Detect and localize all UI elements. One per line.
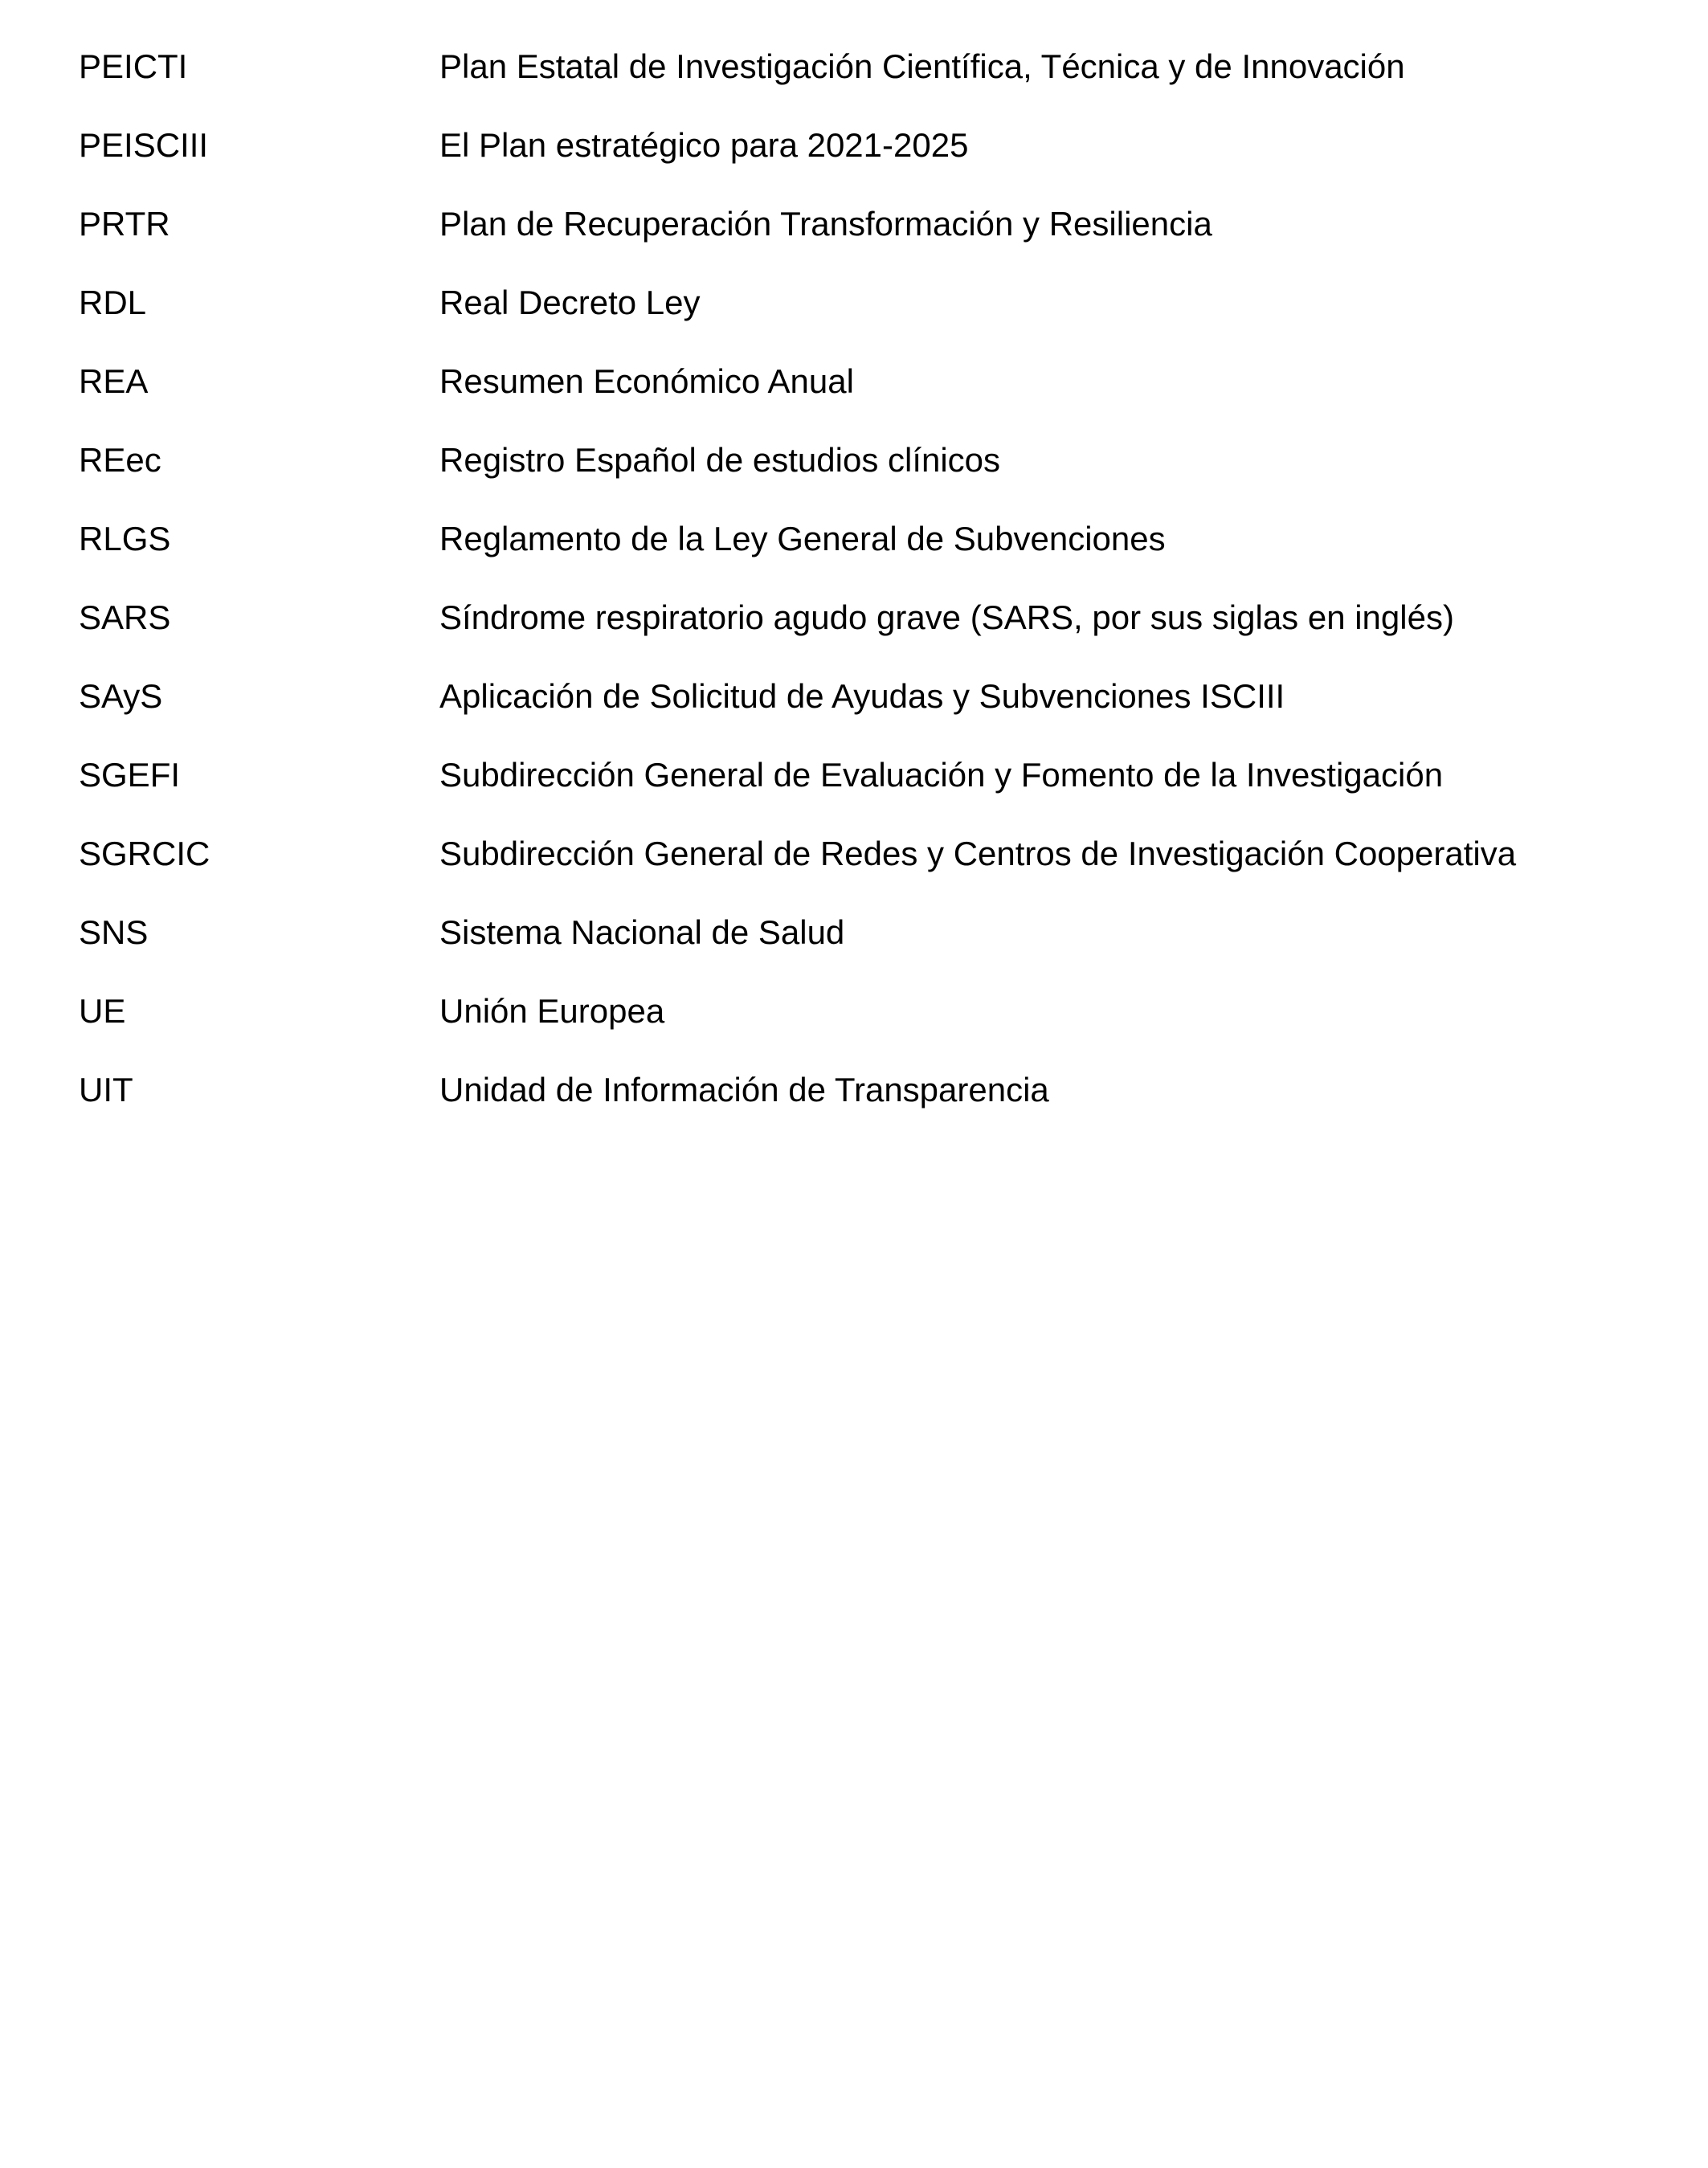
glossary-definition: Registro Español de estudios clínicos xyxy=(439,441,1001,479)
glossary-row xyxy=(79,736,1669,815)
glossary-abbreviation: SGEFI xyxy=(79,756,181,794)
glossary-abbreviation: SGRCIC xyxy=(79,835,210,872)
glossary-abbreviation: RDL xyxy=(79,284,147,321)
glossary-definition: Real Decreto Ley xyxy=(439,284,701,321)
glossary-definition: Unión Europea xyxy=(439,992,665,1030)
glossary-abbreviation: SAyS xyxy=(79,677,163,715)
glossary-row xyxy=(79,27,1669,106)
glossary-row xyxy=(79,263,1669,342)
glossary-row xyxy=(79,500,1669,578)
glossary-abbreviation: REec xyxy=(79,441,161,479)
glossary-row xyxy=(79,421,1669,500)
glossary-definition: Subdirección General de Evaluación y Fomento de la Investigación xyxy=(439,756,1444,794)
glossary-row xyxy=(79,578,1669,657)
glossary-row xyxy=(79,1051,1669,1129)
glossary-definition: Plan Estatal de Investigación Científica, Técnica y de Innovación xyxy=(439,47,1405,85)
glossary-definition: El Plan estratégico para 2021-2025 xyxy=(439,126,969,164)
glossary-row xyxy=(79,185,1669,263)
glossary-definition: Plan de Recuperación Transformación y Resiliencia xyxy=(439,205,1212,243)
abbreviations-glossary xyxy=(79,27,1669,1129)
glossary-abbreviation: PEICTI xyxy=(79,47,188,85)
glossary-abbreviation: SARS xyxy=(79,598,171,636)
glossary-definition: Aplicación de Solicitud de Ayudas y Subvenciones ISCIII xyxy=(439,677,1285,715)
glossary-abbreviation: SNS xyxy=(79,913,149,951)
glossary-definition: Resumen Económico Anual xyxy=(439,362,854,400)
glossary-abbreviation: REA xyxy=(79,362,149,400)
glossary-definition: Reglamento de la Ley General de Subvenciones xyxy=(439,520,1166,557)
glossary-row xyxy=(79,815,1669,893)
glossary-definition: Síndrome respiratorio agudo grave (SARS, por sus siglas en inglés) xyxy=(439,598,1454,636)
glossary-abbreviation: RLGS xyxy=(79,520,171,557)
glossary-abbreviation: PRTR xyxy=(79,205,170,243)
glossary-row xyxy=(79,342,1669,421)
glossary-abbreviation: PEISCIII xyxy=(79,126,209,164)
glossary-row xyxy=(79,657,1669,736)
glossary-row xyxy=(79,106,1669,185)
glossary-abbreviation: UE xyxy=(79,992,126,1030)
glossary-definition: Subdirección General de Redes y Centros de Investigación Cooperativa xyxy=(439,835,1517,872)
glossary-row xyxy=(79,893,1669,972)
glossary-definition: Unidad de Información de Transparencia xyxy=(439,1071,1049,1108)
glossary-row xyxy=(79,972,1669,1051)
glossary-abbreviation: UIT xyxy=(79,1071,133,1108)
glossary-definition: Sistema Nacional de Salud xyxy=(439,913,845,951)
